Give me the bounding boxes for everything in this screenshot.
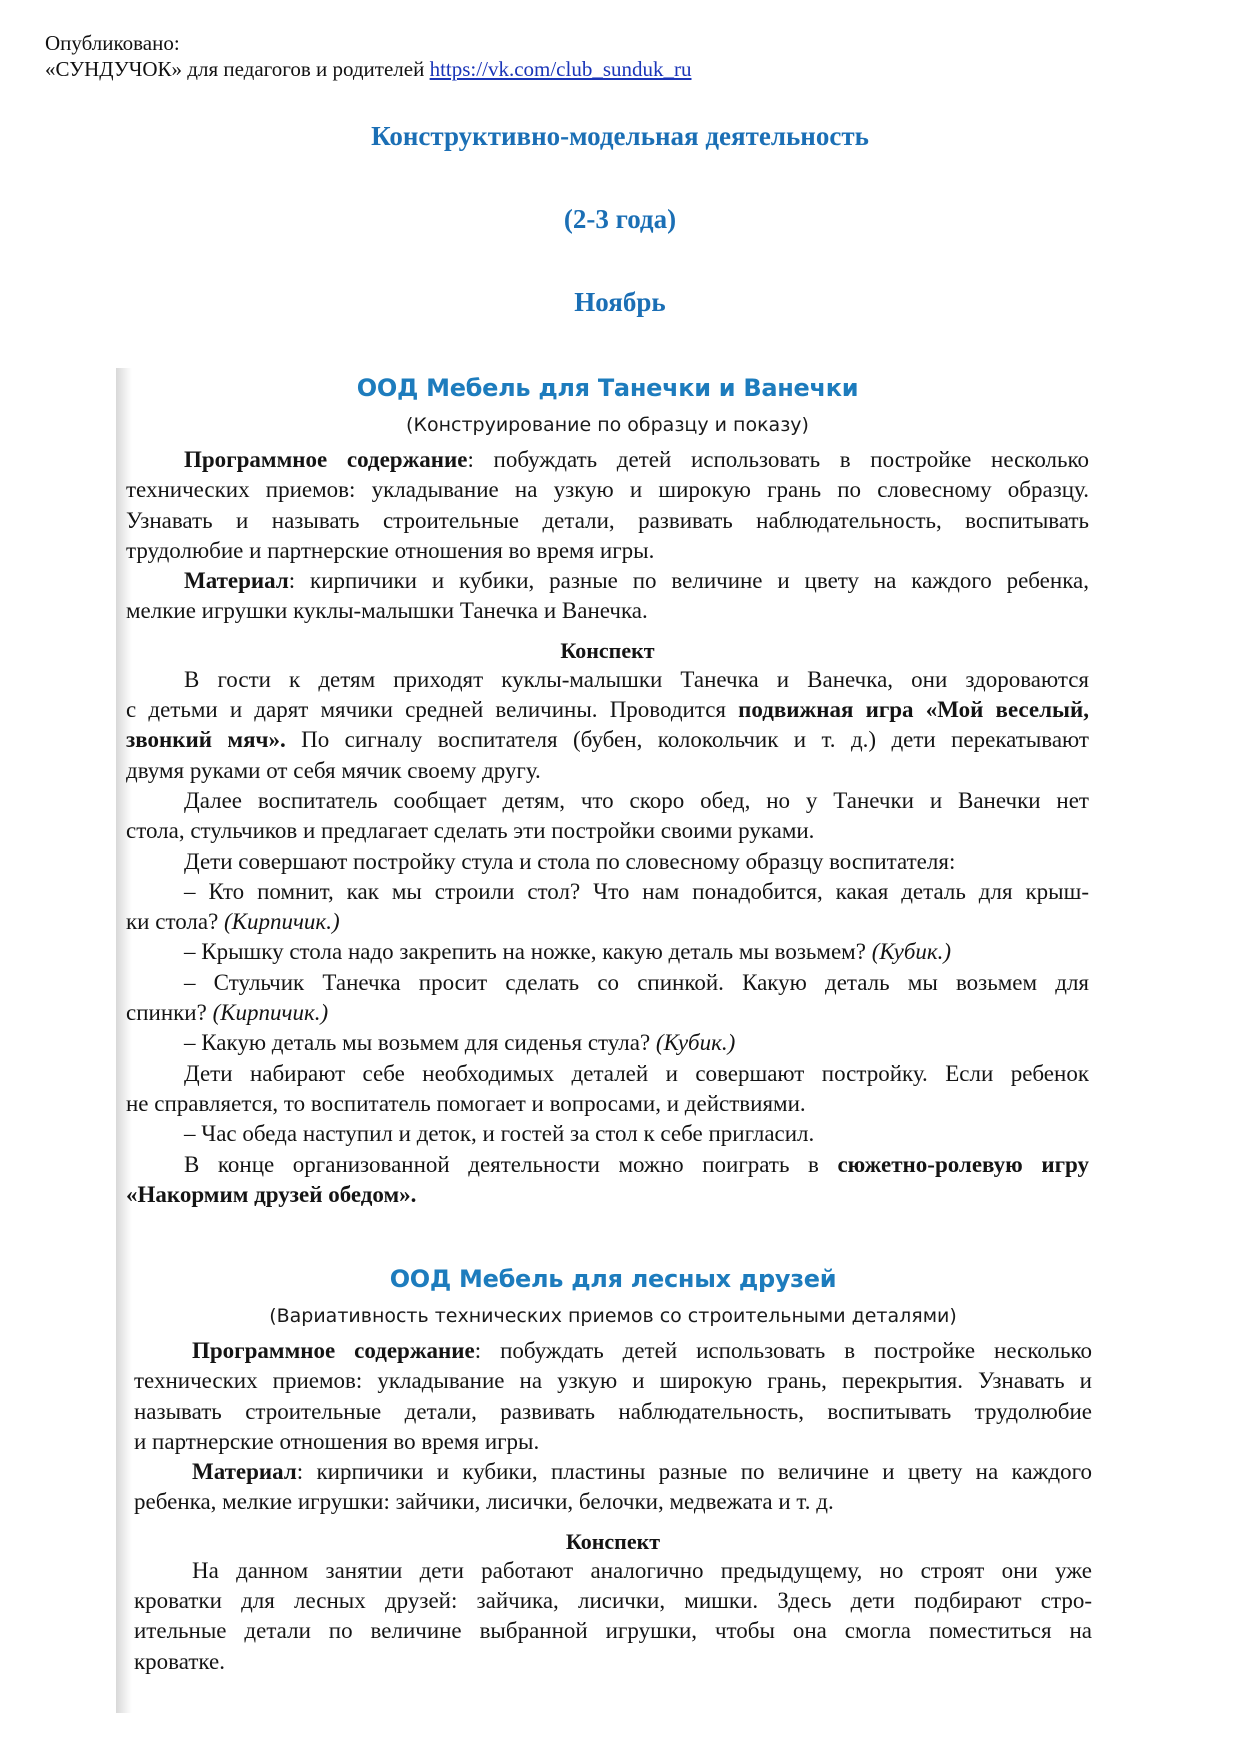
paragraph (134, 1336, 1092, 1457)
paragraph (134, 1556, 1092, 1677)
text-run: В гости к детям приходят куклы-малышки Танечка и Ванечка, они здороваются (184, 666, 1089, 692)
text-run: мелкие игрушки куклы-малышки Танечка и Ванечка. (126, 598, 648, 624)
paragraph (126, 968, 1089, 1029)
text-line (126, 1180, 1089, 1210)
paragraph (126, 847, 1089, 877)
lesson-konspekt-text (134, 1556, 1092, 1677)
text-run: : кирпичики и кубики, разные по величине и цвету на каждого ребенка, (288, 568, 1089, 594)
bold-text-run: «Накормим друзей обедом». (126, 1181, 417, 1207)
text-run: Дети совершают постройку стула и стола по словесному образцу воспитателя: (184, 848, 956, 874)
text-run: – Крышку стола надо закрепить на ножке, какую деталь мы возьмем? (184, 939, 872, 965)
paragraph (126, 1028, 1089, 1058)
text-line (126, 725, 1089, 755)
lesson-heading: ООД Мебель для Танечки и Ванечки (356, 374, 859, 402)
paragraph (126, 1150, 1089, 1211)
paragraph (126, 1119, 1089, 1149)
text-line (126, 847, 1089, 877)
text-run: : кирпичики и кубики, пластины разные по величине и цвету на каждого (296, 1459, 1092, 1485)
text-run: технических приемов: укладывание на узкую и широкую грань по словесному образцу. (126, 477, 1089, 503)
text-run: Дети набирают себе необходимых деталей и совершают постройку. Если ребенок (184, 1060, 1089, 1086)
text-line (126, 665, 1089, 695)
text-line (134, 1336, 1092, 1366)
source-line (45, 56, 692, 82)
text-run: не справляется, то воспитатель помогает и вопросами, и действиями. (126, 1090, 806, 1116)
bold-text-run: Программное содержание (184, 447, 468, 472)
text-line (134, 1457, 1092, 1487)
text-line (126, 695, 1089, 725)
text-run: По сигналу воспитателя (бубен, колокольчик и т. д.) дети перекатывают (285, 727, 1089, 753)
text-run: стола, стульчиков и предлагает сделать эти постройки своими руками. (126, 818, 815, 844)
text-run: ребенка, мелкие игрушки: зайчики, лисички, белочки, медвежата и т. д. (134, 1489, 834, 1515)
bold-text-run: Программное содержание (192, 1338, 475, 1363)
text-run: На данном занятии дети работают аналогично предыдущему, но строят они уже (192, 1557, 1092, 1583)
text-line (126, 475, 1089, 505)
bold-text-run: Материал (184, 568, 289, 594)
text-run: называть строительные детали, развивать наблюдательность, воспитывать трудолюбие (134, 1398, 1092, 1424)
text-line (134, 1586, 1092, 1616)
text-run: Узнавать и называть строительные детали, развивать наблюдательность, воспитывать (126, 507, 1089, 533)
text-line (126, 566, 1089, 596)
page-title: Конструктивно-модельная деятельность (371, 121, 869, 151)
text-run: Далее воспитатель сообщает детям, что скоро обед, но у Танечки и Ванечки нет (184, 787, 1089, 813)
lesson-subheading: (Конструирование по образцу и показу) (406, 414, 809, 436)
text-run: с детьми и дарят мячики средней величины. Проводится (126, 697, 739, 723)
italic-answer: (Кирпичик.) (224, 909, 340, 935)
text-line (126, 1119, 1089, 1149)
paragraph (126, 937, 1089, 967)
source-link[interactable]: https://vk.com/club_sunduk_ru (429, 57, 692, 81)
text-line (126, 1150, 1089, 1180)
text-line (134, 1647, 1092, 1677)
lesson-section-forest-friends (134, 1263, 1092, 1677)
text-line (126, 816, 1089, 846)
published-label: Опубликовано: (45, 31, 180, 55)
italic-answer: (Кубик.) (655, 1030, 736, 1056)
month-subtitle: Ноябрь (574, 287, 666, 317)
text-run: ки стола? (126, 909, 225, 935)
text-line (134, 1397, 1092, 1427)
text-line (134, 1427, 1092, 1457)
lesson-heading: ООД Мебель для лесных друзей (389, 1265, 837, 1293)
paragraph (126, 445, 1089, 566)
lesson-intro (134, 1336, 1092, 1518)
bold-text-run: сюжетно-ролевую игру (837, 1151, 1089, 1177)
text-run: ительные детали по величине выбранной игрушки, чтобы она смогла поместиться на (134, 1618, 1092, 1644)
text-run: – Какую деталь мы возьмем для сиденья стула? (184, 1030, 656, 1056)
paragraph (126, 566, 1089, 627)
text-line (126, 536, 1089, 566)
text-line (126, 506, 1089, 536)
paragraph (134, 1457, 1092, 1518)
text-run: кроватки для лесных друзей: зайчика, лисички, мишки. Здесь дети подбирают стро- (134, 1588, 1092, 1614)
text-line (126, 1089, 1089, 1119)
text-line (126, 877, 1089, 907)
paragraph (126, 786, 1089, 847)
paragraph (126, 877, 1089, 938)
text-line (126, 968, 1089, 998)
text-run: – Час обеда наступил и деток, и гостей за стол к себе пригласил. (184, 1121, 815, 1147)
text-line (126, 937, 1089, 967)
text-line (126, 786, 1089, 816)
paragraph (126, 665, 1089, 786)
text-run: спинки? (126, 1000, 213, 1026)
bold-text-run: звонкий мяч». (126, 727, 286, 753)
konspekt-heading: Конспект (565, 1528, 661, 1554)
text-line (126, 907, 1089, 937)
text-run: технических приемов: укладывание на узкую и широкую грань, перекрытия. Узнавать и (134, 1368, 1092, 1394)
text-run: двумя руками от себя мячик своему другу. (126, 757, 541, 783)
source-text: «СУНДУЧОК» для педагогов и родителей (45, 57, 425, 81)
bold-text-run: Материал (192, 1459, 297, 1485)
lesson-subheading: (Вариативность технических приемов со строительными деталями) (269, 1305, 957, 1327)
text-line (126, 756, 1089, 786)
text-run: – Кто помнит, как мы строили стол? Что нам понадобится, какая деталь для крыш- (184, 878, 1089, 904)
lesson-intro (126, 445, 1089, 627)
text-run: – Стульчик Танечка просит сделать со спинкой. Какую деталь мы возьмем для (184, 969, 1089, 995)
konspekt-heading: Конспект (560, 637, 655, 663)
text-run: и партнерские отношения во время игры. (134, 1428, 540, 1454)
text-line (134, 1616, 1092, 1646)
text-run: трудолюбие и партнерские отношения во время игры. (126, 537, 655, 563)
text-run: В конце организованной деятельности можно поиграть в (184, 1151, 838, 1177)
text-run: : побуждать детей использовать в постройке несколько (474, 1338, 1092, 1363)
text-line (126, 596, 1089, 626)
italic-answer: (Кубик.) (871, 939, 952, 965)
italic-answer: (Кирпичик.) (212, 1000, 329, 1026)
lesson-section-furniture-dolls (126, 372, 1089, 1210)
text-line (126, 1059, 1089, 1089)
age-subtitle: (2-3 года) (563, 204, 677, 234)
text-run: : побуждать детей использовать в постройке несколько (467, 447, 1089, 472)
paragraph (126, 1059, 1089, 1120)
lesson-konspekt-text (126, 665, 1089, 1210)
text-line (134, 1487, 1092, 1517)
text-line (134, 1556, 1092, 1586)
text-line (126, 1028, 1089, 1058)
text-line (126, 998, 1089, 1028)
text-run: кроватке. (134, 1648, 225, 1674)
text-line (134, 1366, 1092, 1396)
text-line (126, 445, 1089, 475)
bold-text-run: подвижная игра «Мой веселый, (738, 697, 1089, 723)
